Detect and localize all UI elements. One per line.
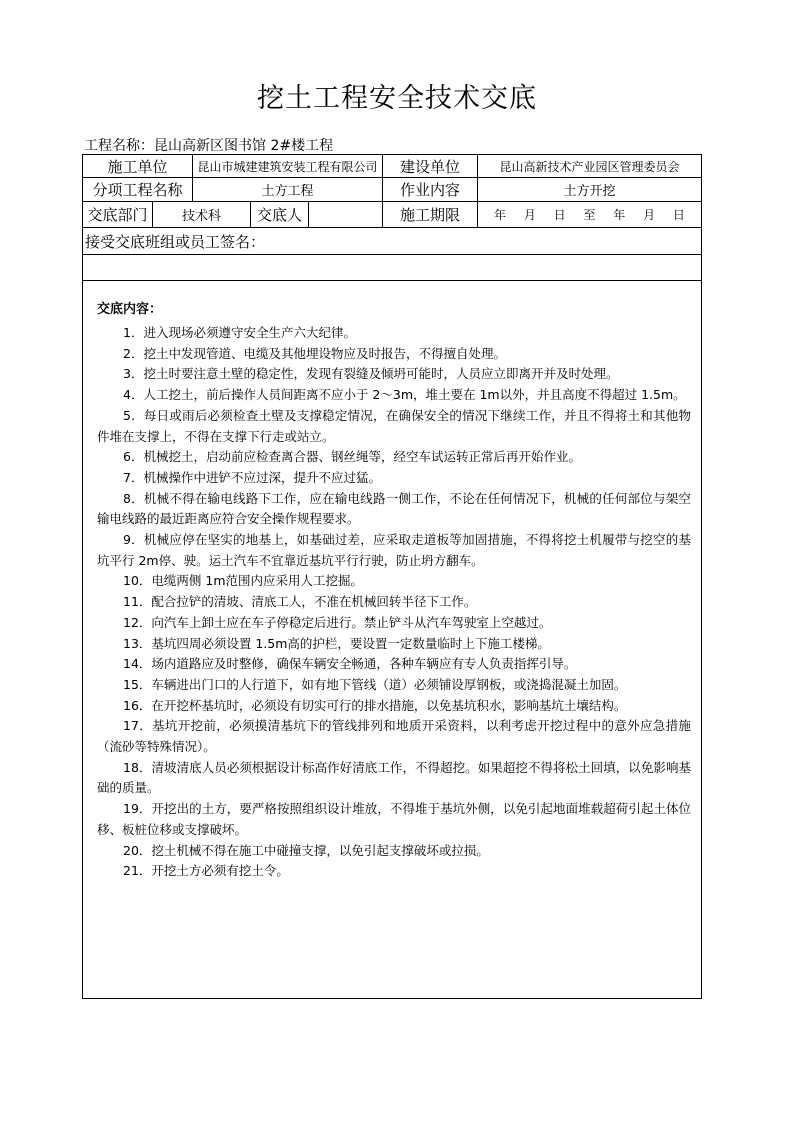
- content-item: 19．开挖出的土方，要严格按照组织设计堆放，不得堆于基坑外侧，以免引起地面堆载超荷引起土体位移、板桩位移或支撑破坏。: [97, 801, 691, 837]
- content-item: 2．挖土中发现管道、电缆及其他埋设物应及时报告，不得擅自处理。: [123, 345, 506, 361]
- signature-blank-row[interactable]: [83, 255, 701, 281]
- content-item: 14．场内道路应及时整修，确保车辆安全畅通，各种车辆应有专人负责指挥引导。: [123, 656, 577, 672]
- content-item: 12．向汽车上卸土应在车子停稳定后进行。禁止铲斗从汽车驾驶室上空越过。: [123, 614, 552, 630]
- content-item: 8．机械不得在输电线路下工作，应在输电线路一侧工作，不论在任何情况下，机械的任何部位与架空输电线路的最近距离应符合安全操作规程要求。: [97, 490, 691, 527]
- subproject-label: 分项工程名称: [83, 178, 193, 201]
- period-value[interactable]: 年 月 日 至 年 月 日: [494, 208, 685, 222]
- row-signature: [83, 228, 701, 255]
- person-label: 交底人: [251, 202, 309, 227]
- content-item: 3．挖土时要注意土壁的稳定性，发现有裂缝及倾坍可能时，人员应立即离开并及时处理。: [123, 366, 619, 382]
- person-value[interactable]: [309, 202, 383, 227]
- content-item: 16．在开挖杯基坑时，必须设有切实可行的排水措施，以免基坑积水，影响基坑土壤结构。: [123, 697, 627, 713]
- construction-unit-label: 施工单位: [83, 155, 193, 177]
- row-units: [83, 155, 701, 178]
- content-item: 5．每日或雨后必须检查土壁及支撑稳定情况，在确保安全的情况下继续工作，并且不得将土和其他物件堆在支撑上，不得在支撑下行走或站立。: [97, 407, 691, 444]
- content-item: 7．机械操作中进铲不应过深，提升不应过猛。: [123, 469, 381, 485]
- owner-value: 昆山高新技术产业园区管理委员会: [499, 159, 680, 174]
- work-content-label: 作业内容: [383, 178, 478, 201]
- row-department: [83, 202, 701, 228]
- content-item: 11．配合拉铲的清坡、清底工人，不准在机械回转半径下工作。: [123, 594, 477, 610]
- row-subproject: [83, 178, 701, 202]
- content-item: 9．机械应停在坚实的地基上，如基础过差，应采取走道板等加固措施，不得将挖土机履带与挖空的基坑平行 2m停、驶。运土汽车不宜靠近基坑平行行驶，防止坍方翻车。: [97, 532, 691, 568]
- content-item: 21．开挖土方必须有挖土令。: [123, 863, 289, 879]
- content-item: 20．挖土机械不得在施工中碰撞支撑，以免引起支撑破坏或拉损。: [123, 842, 489, 858]
- project-name: 工程名称：昆山高新区图书馆 2#楼工程: [84, 138, 334, 154]
- content-item: 17．基坑开挖前，必须摸清基坑下的管线排列和地质开采资料，以利考虑开挖过程中的意外应急措施（流砂等特殊情况）。: [97, 718, 691, 755]
- dept-value: 技术科: [153, 202, 251, 227]
- document-title: 挖土工程安全技术交底: [257, 83, 537, 114]
- signature-label: 接受交底班组或员工签名：: [85, 233, 266, 251]
- disclosure-form: [82, 154, 702, 999]
- content-heading: 交底内容：: [97, 302, 163, 317]
- subproject-value: 土方工程: [193, 178, 383, 201]
- work-content-value: 土方开挖: [563, 184, 616, 199]
- construction-unit-value: 昆山市城建建筑安装工程有限公司: [193, 155, 383, 177]
- content-item: 6．机械挖土，启动前应检查离合器、钢丝绳等，经空车试运转正常后再开始作业。: [123, 449, 581, 465]
- period-label: 施工期限: [383, 202, 478, 227]
- content-item: 18．清坡清底人员必须根据设计标高作好清底工作，不得超挖。如果超挖不得将松土回填，以免影响基础的质量。: [97, 759, 691, 796]
- content-item: 10．电缆两侧 1m范围内应采用人工挖掘。: [123, 573, 364, 589]
- disclosure-content: [83, 300, 701, 882]
- content-item: 13．基坑四周必须设置 1.5m高的护栏，要设置一定数量临时上下施工楼梯。: [123, 635, 550, 651]
- owner-label: 建设单位: [383, 155, 478, 177]
- content-item: 4．人工挖土，前后操作人员间距离不应小于 2～3m，堆土要在 1m以外，并且高度不得超过 1.5m。: [123, 387, 686, 403]
- content-item: 1．进入现场必须遵守安全生产六大纪律。: [123, 325, 356, 340]
- content-item: 15．车辆进出门口的人行道下，如有地下管线（道）必须铺设厚钢板，或浇捣混凝土加固。: [123, 676, 627, 692]
- dept-label: 交底部门: [83, 202, 153, 227]
